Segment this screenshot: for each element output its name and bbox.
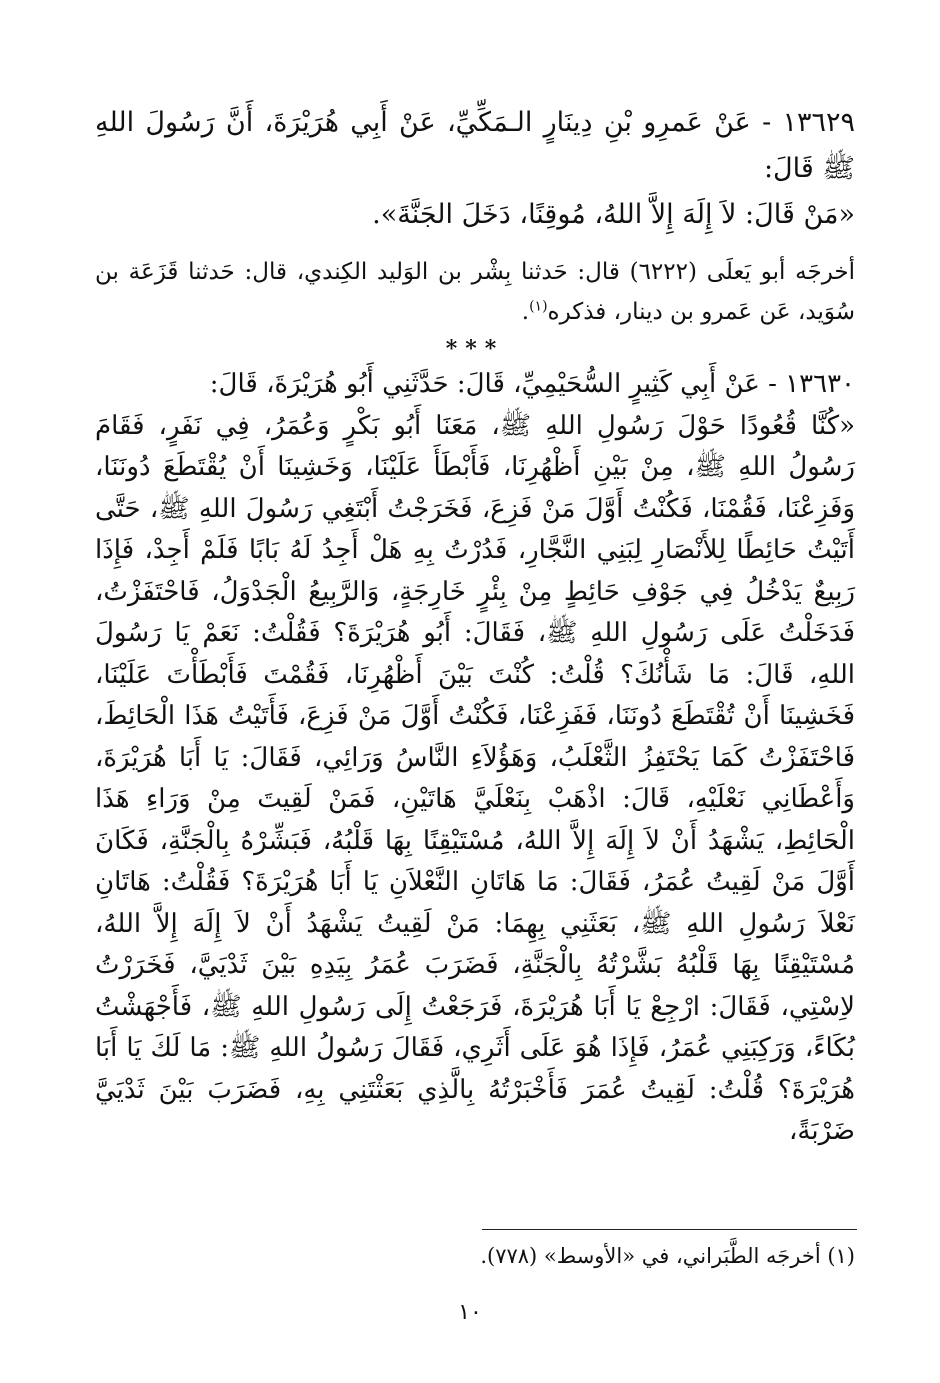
hadith-13630-isnad: ١٣٦٣٠ - عَنْ أَبِي كَثِيرٍ السُّحَيْمِيِّ، قَالَ: حَدَّثَنِي أَبُو هُرَيْرَةَ، قَالَ:	[209, 369, 855, 399]
takhrij-text: أخرجَه أبو يَعلَى (٦٢٢٢) قال: حَدثنا بِشْر بن الوَليد الكِندي، قال: حَدثنا قَزَعَة بن سُوَيد، عَن عَمرو بن دينار، فذكره	[95, 259, 855, 325]
footnote: (١) أخرجَه الطَّبَراني، في «الأوسط» (٧٧٨).	[480, 1244, 855, 1268]
hadith-13629	[95, 100, 855, 238]
footnote-divider	[482, 1229, 857, 1230]
page-body	[95, 100, 855, 1153]
hadith-13629-matn: «مَنْ قَالَ: لاَ إِلَهَ إِلاَّ اللهُ، مُوقِنًا، دَخَلَ الجَنَّةَ».	[372, 199, 855, 230]
takhrij-end: .	[521, 299, 530, 325]
section-separator: ***	[445, 336, 505, 362]
hadith-13629-takhrij	[95, 252, 855, 332]
hadith-13630	[95, 364, 855, 1153]
hadith-13630-matn: «كُنَّا قُعُودًا حَوْلَ رَسُولِ اللهِ ﷺ، مَعَنَا أَبُو بَكْرٍ وَعُمَرُ، فِي نَفَرٍ، فَقَامَ رَسُولُ اللهِ ﷺ، مِنْ بَيْنِ أَظْهُرِنَا، فَأَبْطَأَ عَلَيْنَا، وَخَشِينَا أَنْ يُقْتَطَعَ دُونَنَا، وَفَزِعْنَا، فَقُمْنَا، فَكُنْتُ أَوَّلَ مَنْ فَزِعَ، فَخَرَجْتُ أَبْتَغِي رَسُولَ اللهِ ﷺ، حَتَّى أَتَيْتُ حَائِطًا لِلأَنْصَارِ لِبَنِي النَّجَّارِ، فَدُرْتُ بِهِ هَلْ أَجِدُ لَهُ بَابًا فَلَمْ أَجِدْ، فَإِذَا رَبِيعٌ يَدْخُلُ فِي جَوْفِ حَائِطٍ مِنْ بِئْرٍ خَارِجَةٍ، وَالرَّبِيعُ الْجَدْوَلُ، فَاحْتَفَزْتُ، فَدَخَلْتُ عَلَى رَسُولِ اللهِ ﷺ، فَقَالَ: أَبُو هُرَيْرَةَ؟ فَقُلْتُ: نَعَمْ يَا رَسُولَ اللهِ، قَالَ: مَا شَأْنُكَ؟ قُلْتُ: كُنْتَ بَيْنَ أَظْهُرِنَا، فَقُمْتَ فَأَبْطَأْتَ عَلَيْنَا، فَخَشِينَا أَنْ تُقْتَطَعَ دُونَنَا، فَفَزِعْنَا، فَكُنْتُ أَوَّلَ مَنْ فَزِعَ، فَأَتَيْتُ هَذَا الْحَائِطَ، فَاحْتَفَزْتُ كَمَا يَحْتَفِزُ الثَّعْلَبُ، وَهَؤُلاَءِ النَّاسُ وَرَائِي، فَقَالَ: يَا أَبَا هُرَيْرَةَ، وَأَعْطَانِي نَعْلَيْهِ، قَالَ: اذْهَبْ بِنَعْلَيَّ هَاتَيْنِ، فَمَنْ لَقِيتَ مِنْ وَرَاءِ هَذَا الْحَائِطِ، يَشْهَدُ أَنْ لاَ إِلَهَ إِلاَّ اللهُ، مُسْتَيْقِنًا بِهَا قَلْبُهُ، فَبَشِّرْهُ بِالْجَنَّةِ، فَكَانَ أَوَّلَ مَنْ لَقِيتُ عُمَرُ، فَقَالَ: مَا هَاتَانِ النَّعْلاَنِ يَا أَبَا هُرَيْرَةَ؟ فَقُلْتُ: هَاتَانِ نَعْلاَ رَسُولِ اللهِ ﷺ، بَعَثَنِي بِهِمَا: مَنْ لَقِيتُ يَشْهَدُ أَنْ لاَ إِلَهَ إِلاَّ اللهُ، مُسْتَيْقِنًا بِهَا قَلْبُهُ بَشَّرْتُهُ بِالْجَنَّةِ، فَضَرَبَ عُمَرُ بِيَدِهِ بَيْنَ ثَدْيَيَّ، فَخَرَرْتُ لاِسْتِي، فَقَالَ: ارْجِعْ يَا أَبَا هُرَيْرَةَ، فَرَجَعْتُ إِلَى رَسُولِ اللهِ ﷺ، فَأَجْهَشْتُ بُكَاءً، وَرَكِبَنِي عُمَرُ، فَإِذَا هُوَ عَلَى أَثَرِي، فَقَالَ رَسُولُ اللهِ ﷺ: مَا لَكَ يَا أَبَا هُرَيْرَةَ؟ قُلْتُ: لَقِيتُ عُمَرَ فَأَخْبَرْتُهُ بِالَّذِي بَعَثْتَنِي بِهِ، فَضَرَبَ بَيْنَ ثَدْيَيَّ ضَرْبَةً،	[95, 410, 855, 1146]
hadith-13629-isnad: ١٣٦٢٩ - عَنْ عَمرِو بْنِ دِينَارٍ الـمَكِّيِّ، عَنْ أَبِي هُرَيْرَةَ، أَنَّ رَسُولَ اللهِ ﷺ قَالَ:	[95, 107, 855, 184]
page-number: ١٠	[458, 1300, 482, 1325]
footnote-reference: (١)	[529, 298, 548, 315]
